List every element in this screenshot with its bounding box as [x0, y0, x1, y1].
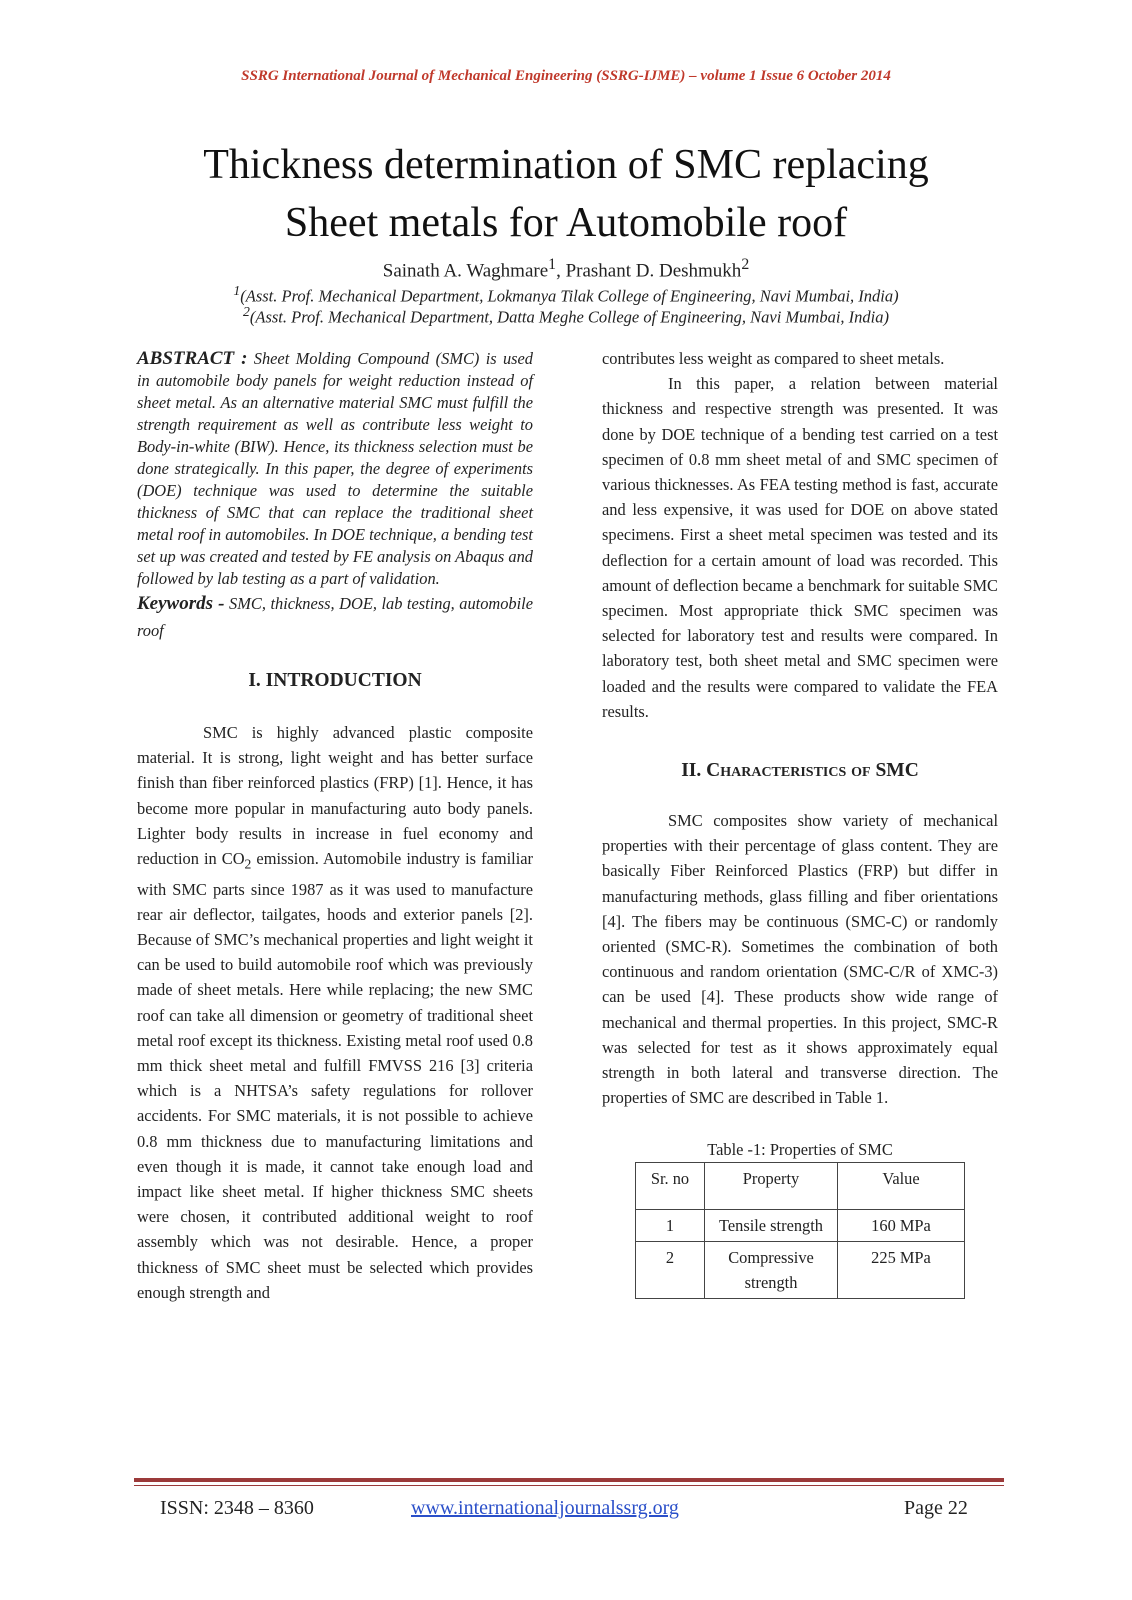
affiliation-2 [0, 304, 1132, 328]
intro-paragraph-1-continued: contributes less weight as compared to sheet metals. [602, 349, 945, 368]
abstract-label: ABSTRACT : [137, 348, 248, 369]
table-cell: 225 MPa [838, 1242, 965, 1299]
abstract-text: Sheet Molding Compound (SMC) is used in automobile body panels for weight reduction instead of sheet metal. As an alternative material SMC must fulfill the strength requirement as well as contribute less weight to Body-in-white (BIW). Hence, its thickness selection must be done strategically. In this paper, the degree of experiments (DOE) technique was used to determine the suitable thickness of SMC that can replace the traditional sheet metal roof in automobiles. In DOE technique, a bending test set up was created and tested by FE analysis on Abaqus and followed by lab testing as a part of validation. [137, 349, 533, 588]
authors [0, 256, 1132, 282]
affiliation-1-text: (Asst. Prof. Mechanical Department, Lokmanya Tilak College of Engineering, Navi Mumbai, India) [240, 286, 899, 306]
table-header-row [636, 1163, 965, 1210]
left-column [137, 348, 533, 1305]
journal-header: SSRG International Journal of Mechanical Engineering (SSRG-IJME) – volume 1 Issue 6 October 2014 [241, 68, 891, 84]
intro-p1-part-b: emission. Automobile industry is familiar with SMC parts since 1987 as it was used to manufacture rear air deflector, tailgates, hoods and exterior panels [2]. Because of SMC’s mechanical properties and light weight it can be used to build automobile roof which was previously made of sheet metals. Here while replacing; the new SMC roof can take all dimension or geometry of traditional sheet metal roof except its thickness. Existing metal roof used 0.8 mm thick sheet metal and fulfill FMVSS 216 [3] criteria which is a NHTSA’s safety regulations for rollover accidents. For SMC materials, it is not possible to achieve 0.8 mm thickness due to manufacturing limitations and even though it is made, it cannot take enough load and impact like sheet metal. If higher thickness SMC sheets were chosen, it contributed additional weight to roof assembly which was not desirable. Hence, a proper thickness of SMC sheet must be selected which provides enough strength and [137, 849, 533, 1302]
abstract [137, 348, 533, 590]
table-header-cell: Property [705, 1163, 838, 1210]
co2-subscript: 2 [244, 856, 252, 872]
intro-p1-part-a: SMC is highly advanced plastic composite material. It is strong, light weight and has better surface finish than fiber reinforced plastics (FRP) [1]. Hence, it has become more popular in manufacturing auto body panels. Lighter body results in increase in fuel economy and reduction in CO [137, 723, 533, 869]
affiliation-2-sup: 2 [243, 304, 250, 319]
author-1: Sainath A. Waghmare [382, 260, 549, 282]
table-cell: 2 [636, 1242, 705, 1299]
affiliation-1 [0, 283, 1132, 307]
footer-rule-thick [134, 1478, 1004, 1482]
characteristics-heading-suffix: SMC [875, 760, 919, 782]
title-line-1: Thickness determination of SMC replacing [203, 142, 929, 188]
table-cell: 160 MPa [838, 1210, 965, 1242]
affiliation-1-sup: 1 [233, 283, 241, 298]
intro-paragraph-1 [137, 720, 533, 1305]
author-separator: , [556, 260, 566, 282]
right-column [602, 346, 998, 1299]
table-cell: 1 [636, 1210, 705, 1242]
table-row [636, 1210, 965, 1242]
author-2: Prashant D. Deshmukh [565, 260, 742, 282]
characteristics-paragraph-1: SMC composites show variety of mechanical properties with their percentage of glass content. They are basically Fiber Reinforced Plastics (FRP) but differ in manufacturing methods, glass filling and fiber orientations [4]. The fibers may be continuous (SMC-C) or randomly oriented (SMC-R). Sometimes the combination of both continuous and random orientation (SMC-C/R of XMC-3) can be used [4]. These products show wide range of mechanical and thermal properties. In this project, SMC-R was selected for test as it shows approximately equal strength in both lateral and transverse direction. The properties of SMC are described in Table 1. [602, 811, 998, 1108]
table-header-cell: Sr. no [636, 1163, 705, 1210]
footer-page-number: Page 22 [904, 1497, 968, 1519]
title-line-2: Sheet metals for Automobile roof [284, 200, 848, 246]
author-1-sup: 1 [548, 256, 557, 273]
author-2-sup: 2 [741, 256, 750, 273]
footer-rule-thin [134, 1485, 1004, 1486]
characteristics-heading-word: Characteristics of [706, 760, 871, 782]
table-row [636, 1242, 965, 1299]
keywords-text: SMC, thickness, DOE, lab testing, automobile roof [137, 594, 534, 640]
intro-paragraph-2: In this paper, a relation between material thickness and respective strength was presented. It was done by DOE technique of a bending test carried on a test specimen of 0.8 mm sheet metal of and SMC specimen of various thicknesses. As FEA testing method is fast, accurate and less expensive, it was used for DOE on above stated specimens. First a sheet metal specimen was tested and its deflection for a certain amount of load was recorded. This amount of deflection became a benchmark for suitable SMC specimen. Most appropriate thick SMC specimen was selected for laboratory test and results were compared. In laboratory test, both sheet metal and SMC specimen were loaded and the results were compared to validate the FEA results. [602, 374, 998, 721]
footer-journal-link[interactable]: www.internationaljournalssrg.org [411, 1497, 679, 1519]
paper-title [100, 136, 1032, 252]
table-header-cell: Value [838, 1163, 965, 1210]
table-cell: Tensile strength [705, 1210, 838, 1242]
properties-table [635, 1162, 965, 1299]
characteristics-heading-prefix: II. [681, 760, 702, 782]
intro-heading: I. INTRODUCTION [248, 670, 422, 691]
keywords-label: Keywords - [137, 593, 225, 614]
table-cell: Compressive strength [705, 1242, 838, 1299]
footer-issn: ISSN: 2348 – 8360 [160, 1497, 314, 1519]
keywords [137, 590, 533, 644]
table-caption: Table -1: Properties of SMC [707, 1140, 893, 1160]
affiliation-2-text: (Asst. Prof. Mechanical Department, Datta Meghe College of Engineering, Navi Mumbai, India) [249, 307, 889, 327]
characteristics-heading [602, 760, 998, 782]
